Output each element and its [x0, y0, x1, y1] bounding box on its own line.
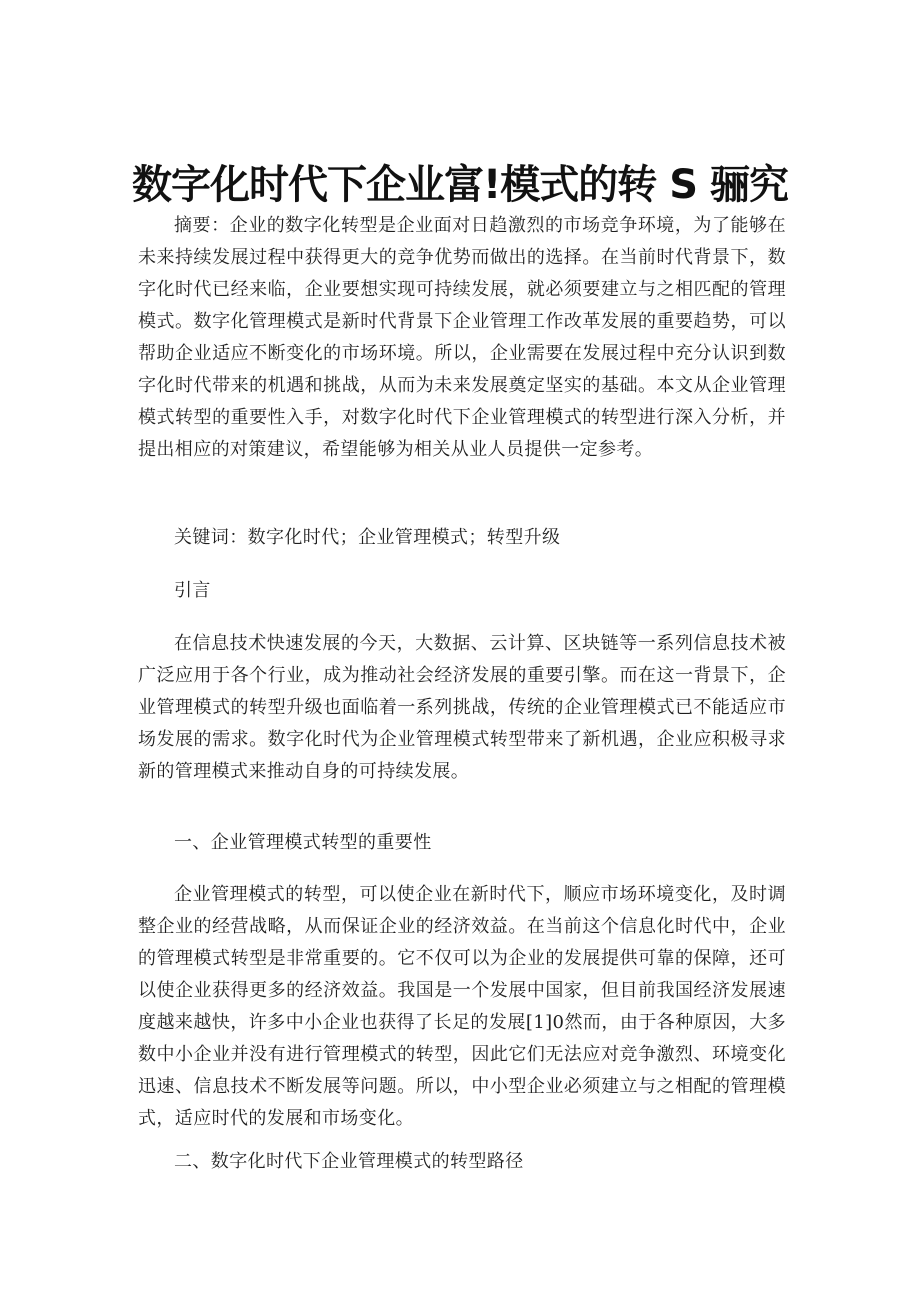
- section-2-heading: 二、数字化时代下企业管理模式的转型路径: [174, 1151, 524, 1172]
- intro-paragraph: 在信息技术快速发展的今天，大数据、云计算、区块链等一系列信息技术被广泛应用于各个行业，成为推动社会经济发展的重要引擎。而在这一背景下，企业管理模式的转型升级也面临着一系列挑战，传统的企业管理模式已不能适应市场发展的需求。数字化时代为企业管理模式转型带来了新机遇，企业应积极寻求新的管理模式来推动自身的可持续发展。: [138, 633, 786, 782]
- keywords-line: 关键词：数字化时代；企业管理模式；转型升级: [174, 527, 561, 548]
- abstract-paragraph: 摘要：企业的数字化转型是企业面对日趋激烈的市场竞争环境，为了能够在未来持续发展过程中获得更大的竞争优势而做出的选择。在当前时代背景下，数字化时代已经来临，企业要想实现可持续发展，就必须要建立与之相匹配的管理模式。数字化管理模式是新时代背景下企业管理工作改革发展的重要趋势，可以帮助企业适应不断变化的市场环境。所以，企业需要在发展过程中充分认识到数字化时代带来的机遇和挑战，从而为未来发展奠定坚实的基础。本文从企业管理模式转型的重要性入手，对数字化时代下企业管理模式的转型进行深入分析，并提出相应的对策建议，希望能够为相关从业人员提供一定参考。: [138, 215, 786, 460]
- section-1-paragraph: 企业管理模式的转型，可以使企业在新时代下，顺应市场环境变化，及时调整企业的经营战略，从而保证企业的经济效益。在当前这个信息化时代中，企业的管理模式转型是非常重要的。它不仅可以为企业的发展提供可靠的保障，还可以使企业获得更多的经济效益。我国是一个发展中国家，但目前我国经济发展速度越来越快，许多中小企业也获得了长足的发展[1]0然而，由于各种原因，大多数中小企业并没有进行管理模式的转型，因此它们无法应对竞争激烈、环境变化迅速、信息技术不断发展等问题。所以，中小型企业必须建立与之相配的管理模式，适应时代的发展和市场变化。: [138, 884, 786, 1129]
- intro-heading: 引言: [174, 580, 211, 601]
- document-title: 数字化时代下企业富!模式的转 S 骊究: [132, 161, 788, 208]
- section-1-heading: 一、企业管理模式转型的重要性: [174, 832, 432, 853]
